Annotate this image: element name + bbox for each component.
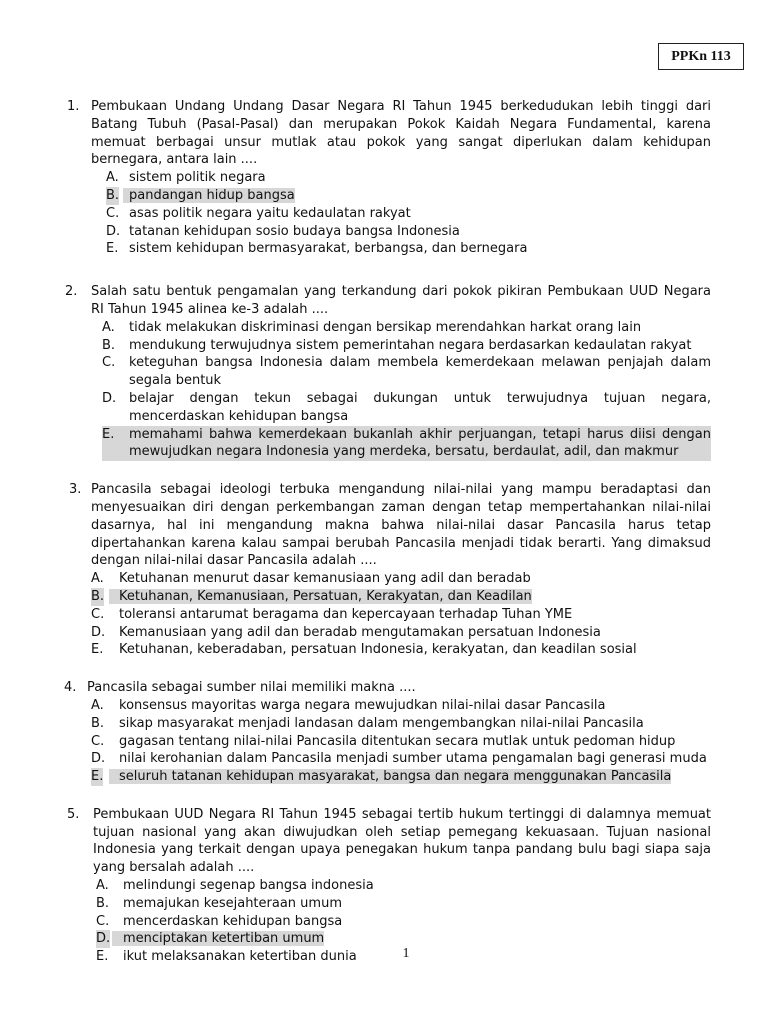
option-c bbox=[91, 733, 711, 751]
option-letter: E. bbox=[91, 642, 104, 658]
question-text: Pembukaan UUD Negara RI Tahun 1945 sebagai tertib hukum tertinggi di dalamnya memuat tujuan nasional yang akan diwujudkan oleh setiap pemegang kekuasaan. Tujuan nasional Indonesia yang terkait dengan upaya penegakan hukum tanpa pandang bulu bagi siapa saja yang bersalah adalah .... bbox=[93, 806, 711, 876]
option-text: konsensus mayoritas warga negara mewujudkan nilai-nilai dasar Pancasila bbox=[119, 697, 606, 713]
option-text: memajukan kesejahteraan umum bbox=[123, 895, 342, 911]
question-4 bbox=[0, 679, 768, 786]
option-letter: B. bbox=[91, 715, 105, 731]
option-b bbox=[102, 337, 711, 355]
option-e bbox=[102, 426, 711, 462]
question-5 bbox=[0, 806, 768, 966]
option-b bbox=[91, 588, 711, 606]
option-letter: E. bbox=[102, 426, 115, 442]
option-text: menciptakan ketertiban umum bbox=[112, 931, 324, 946]
option-c bbox=[91, 606, 711, 624]
option-letter: A. bbox=[91, 571, 104, 587]
option-c bbox=[102, 354, 711, 390]
question-2 bbox=[0, 283, 768, 461]
option-d bbox=[106, 223, 711, 241]
option-text: mendukung terwujudnya sistem pemerintahan negara berdasarkan kedaulatan rakyat bbox=[129, 337, 692, 353]
option-letter: D. bbox=[91, 751, 106, 767]
option-d bbox=[102, 390, 711, 426]
option-e bbox=[106, 240, 711, 258]
option-letter: E. bbox=[96, 949, 109, 965]
question-number: 1. bbox=[67, 99, 80, 114]
option-letter: B. bbox=[102, 337, 116, 353]
option-text: melindungi segenap bangsa indonesia bbox=[123, 878, 374, 894]
option-text: mencerdaskan kehidupan bangsa bbox=[123, 913, 343, 929]
option-letter: B. bbox=[96, 895, 110, 911]
question-number: 2. bbox=[65, 284, 78, 300]
option-text: tatanan kehidupan sosio budaya bangsa Indonesia bbox=[129, 223, 460, 239]
option-text: asas politik negara yaitu kedaulatan rakyat bbox=[129, 205, 411, 221]
option-text: pandangan hidup bangsa bbox=[123, 188, 295, 203]
option-list bbox=[102, 319, 768, 461]
option-text: Ketuhanan, Kemanusiaan, Persatuan, Kerakyatan, dan Keadilan bbox=[109, 589, 532, 604]
option-a bbox=[91, 570, 711, 588]
option-list bbox=[106, 169, 768, 258]
option-letter: C. bbox=[91, 606, 105, 622]
option-text: nilai kerohanian dalam Pancasila menjadi sumber utama pengamalan bagi generasi muda bbox=[119, 751, 707, 767]
option-letter: E. bbox=[91, 769, 104, 785]
option-text: Kemanusiaan yang adil dan beradab mengutamakan persatuan Indonesia bbox=[119, 624, 601, 640]
option-letter: A. bbox=[96, 878, 109, 894]
option-a bbox=[96, 877, 711, 895]
option-letter: C. bbox=[102, 355, 116, 371]
page-number: 1 bbox=[402, 946, 410, 961]
option-text: sistem politik negara bbox=[129, 170, 266, 186]
option-text: Ketuhanan, keberadaban, persatuan Indonesia, kerakyatan, dan keadilan sosial bbox=[119, 642, 637, 658]
option-d bbox=[91, 750, 711, 768]
question-1 bbox=[0, 98, 768, 258]
option-text: gagasan tentang nilai-nilai Pancasila ditentukan secara mutlak untuk pedoman hidup bbox=[119, 733, 676, 749]
option-text: tidak melakukan diskriminasi dengan bersikap merendahkan harkat orang lain bbox=[129, 319, 642, 335]
question-number: 3. bbox=[69, 482, 82, 498]
option-letter: D. bbox=[96, 931, 111, 947]
option-text: toleransi antarumat beragama dan kepercayaan terhadap Tuhan YME bbox=[119, 606, 573, 622]
option-text: Ketuhanan menurut dasar kemanusiaan yang adil dan beradab bbox=[119, 571, 531, 587]
option-text: memahami bahwa kemerdekaan bukanlah akhir perjuangan, tetapi harus diisi dengan mewujudkan negara Indonesia yang merdeka, bersatu, berdaulat, adil, dan makmur bbox=[129, 426, 711, 460]
question-text: Pancasila sebagai sumber nilai memiliki makna .... bbox=[87, 680, 416, 696]
option-letter: B. bbox=[91, 588, 105, 604]
option-text: keteguhan bangsa Indonesia dalam membela kemerdekaan melawan penjajah dalam segala bentuk bbox=[129, 355, 711, 389]
option-letter: A. bbox=[102, 319, 115, 335]
option-a bbox=[102, 319, 711, 337]
question-text: Pembukaan Undang Undang Dasar Negara RI Tahun 1945 berkedudukan lebih tinggi dari Batang Tubuh (Pasal-Pasal) dan merupakan Pokok Kaidah Negara Fundamental, karena memuat berbagai unsur mutlak atau pokok yang sangat diperlukan dalam kehidupan bernegara, antara lain .... bbox=[91, 99, 711, 168]
subject-code: PPKn 113 bbox=[658, 43, 744, 70]
option-letter: C. bbox=[96, 913, 110, 929]
option-text: ikut melaksanakan ketertiban dunia bbox=[123, 949, 357, 965]
option-letter: B. bbox=[106, 187, 120, 203]
option-c bbox=[96, 913, 711, 931]
option-a bbox=[106, 169, 711, 187]
option-list bbox=[91, 570, 768, 659]
question-text: Salah satu bentuk pengamalan yang terkandung dari pokok pikiran Pembukaan UUD Negara RI Tahun 1945 alinea ke-3 adalah .... bbox=[91, 284, 711, 317]
option-letter: D. bbox=[91, 624, 106, 640]
question-number: 4. bbox=[64, 680, 77, 696]
option-letter: A. bbox=[106, 170, 119, 186]
option-b bbox=[106, 187, 711, 205]
option-text: belajar dengan tekun sebagai dukungan untuk terwujudnya tujuan negara, mencerdaskan kehidupan bangsa bbox=[129, 390, 711, 424]
option-text: sistem kehidupan bermasyarakat, berbangsa, dan bernegara bbox=[129, 241, 528, 257]
question-text: Pancasila sebagai ideologi terbuka mengandung nilai-nilai yang mampu beradaptasi dan menyesuaikan diri dengan perkembangan zaman dengan tetap mempertahankan nilai-nilai dasarnya, hal ini mengandung makna bahwa nilai-nilai dasar Pancasila harus tetap dipertahankan karena kalau sampai berubah Pancasila menjadi tidak berarti. Yang dimaksud dengan nilai-nilai dasar Pancasila adalah .... bbox=[91, 482, 711, 569]
option-e bbox=[91, 641, 711, 659]
option-e bbox=[91, 768, 711, 786]
option-letter: C. bbox=[106, 205, 120, 221]
option-letter: E. bbox=[106, 241, 119, 257]
option-c bbox=[106, 205, 711, 223]
question-number: 5. bbox=[67, 806, 80, 822]
option-letter: C. bbox=[91, 733, 105, 749]
option-d bbox=[91, 624, 711, 642]
option-text: sikap masyarakat menjadi landasan dalam mengembangkan nilai-nilai Pancasila bbox=[119, 715, 644, 731]
option-a bbox=[91, 697, 711, 715]
option-letter: D. bbox=[106, 223, 121, 239]
option-letter: D. bbox=[102, 390, 117, 406]
option-letter: A. bbox=[91, 697, 104, 713]
option-b bbox=[96, 895, 711, 913]
question-list bbox=[0, 98, 768, 966]
option-text: seluruh tatanan kehidupan masyarakat, bangsa dan negara menggunakan Pancasila bbox=[109, 769, 671, 784]
option-b bbox=[91, 715, 711, 733]
question-3 bbox=[0, 481, 768, 659]
option-list bbox=[91, 697, 768, 786]
